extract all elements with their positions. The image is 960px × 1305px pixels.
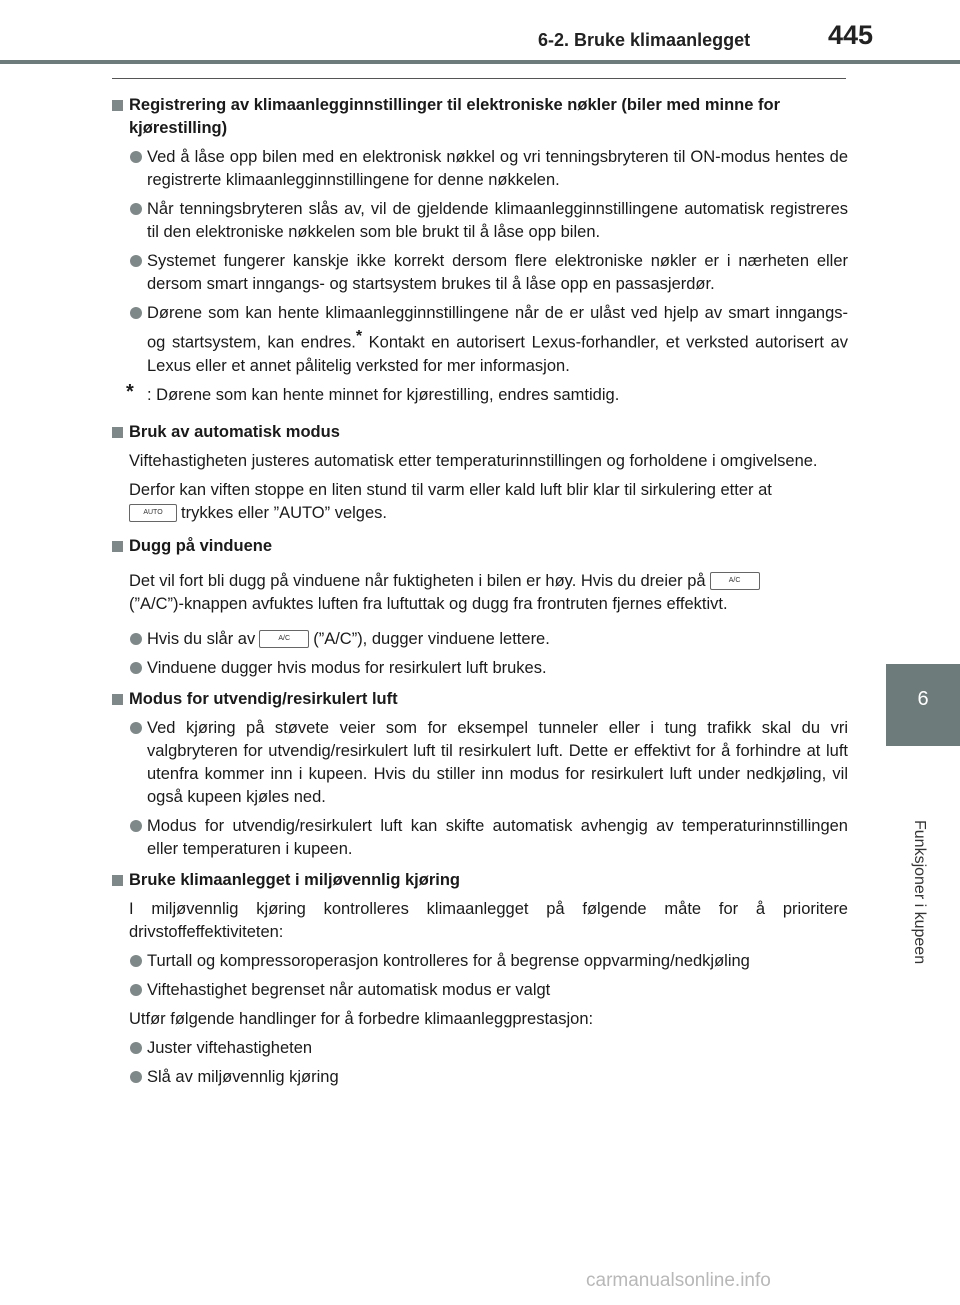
list-item: Når tenningsbryteren slås av, vil de gjeldende klimaanlegginnstillingene automatisk registreres til den elektroniske nøkkelen som ble brukt til å låse opp bilen. xyxy=(112,198,848,244)
list-item: Viftehastighet begrenset når automatisk modus er valgt xyxy=(112,979,848,1002)
page-number: 445 xyxy=(828,20,874,50)
bullet-dot-icon xyxy=(130,722,142,734)
square-bullet-icon xyxy=(112,694,123,705)
paragraph: Utfør følgende handlinger for å forbedre klimaanleggprestasjon: xyxy=(129,1009,594,1028)
list-item: Vinduene dugger hvis modus for resirkulert luft brukes. xyxy=(112,657,848,680)
bullet-dot-icon xyxy=(130,984,142,996)
bullet-dot-icon xyxy=(130,1042,142,1054)
section-heading: Modus for utvendig/resirkulert luft xyxy=(112,688,848,711)
bullet-dot-icon xyxy=(130,633,142,645)
page-header xyxy=(0,0,960,70)
bullet-dot-icon xyxy=(130,203,142,215)
paragraph: I miljøvennlig kjøring kontrolleres klimaanlegget på følgende måte for å prioritere drivstoffeffektiviteten: xyxy=(129,899,848,941)
ac-button-icon: A/C xyxy=(710,572,760,590)
square-bullet-icon xyxy=(112,427,123,438)
watermark: carmanualsonline.info xyxy=(586,1270,771,1291)
page-content xyxy=(112,94,848,1089)
list-item: Ved kjøring på støvete veier som for eksempel tunneler eller i tung trafikk skal du vri valgbryteren for utvendig/resirkulert luft til resirkulert luft. Dette er effektivt for å forhindre at luft utenfra kommer inn i kupeen. Hvis du stiller inn modus for resirkulert luft under nedkjøling, vil også kupeen kjøles ned. xyxy=(112,717,848,809)
list-item: Slå av miljøvennlig kjøring xyxy=(112,1066,848,1089)
list-item: Ved å låse opp bilen med en elektronisk nøkkel og vri tenningsbryteren til ON-modus hentes de registrerte klimaanlegginnstillingene for denne nøkkelen. xyxy=(112,146,848,192)
ac-button-icon: A/C xyxy=(259,630,309,648)
list-item: Systemet fungerer kanskje ikke korrekt dersom flere elektroniske nøkler er i nærheten eller dersom smart inngangs- og startsystem brukes til å låse opp en passasjerdør. xyxy=(112,250,848,296)
section-heading: Bruke klimaanlegget i miljøvennlig kjøring xyxy=(112,869,848,892)
list-item: Dørene som kan hente klimaanlegginnstillingene når de er ulåst ved hjelp av smart inngangs- og startsystem, kan endres.* Kontakt en autorisert Lexus-forhandler, et verksted autorisert av Lexus eller et annet pålitelig verksted for mer informasjon. xyxy=(112,302,848,378)
footnote-reference: * xyxy=(355,328,363,345)
list-item: Hvis du slår av A/C (”A/C”), dugger vinduene lettere. xyxy=(112,628,848,651)
bullet-dot-icon xyxy=(130,820,142,832)
paragraph: Det vil fort bli dugg på vinduene når fuktigheten i bilen er høy. Hvis du dreier på A/C (”A/C”)-knappen avfuktes luften fra luftuttak og dugg fra frontruten fjernes effektivt. xyxy=(112,570,848,616)
bullet-dot-icon xyxy=(130,662,142,674)
bullet-dot-icon xyxy=(130,255,142,267)
bullet-dot-icon xyxy=(130,1071,142,1083)
bullet-dot-icon xyxy=(130,151,142,163)
bullet-dot-icon xyxy=(130,307,142,319)
square-bullet-icon xyxy=(112,875,123,886)
chapter-tab xyxy=(886,664,960,746)
section-title: 6-2. Bruke klimaanlegget xyxy=(538,30,751,50)
divider xyxy=(112,78,846,79)
list-item: Modus for utvendig/resirkulert luft kan skifte automatisk avhengig av temperaturinnstillingen eller temperaturen i kupeen. xyxy=(112,815,848,861)
section-heading: Dugg på vinduene xyxy=(112,535,848,558)
list-item: Juster viftehastigheten xyxy=(112,1037,848,1060)
section-heading: Registrering av klimaanlegginnstillinger til elektroniske nøkler (biler med minne for kjørestilling) xyxy=(112,94,848,140)
section-heading: Bruk av automatisk modus xyxy=(112,421,848,444)
header-rule xyxy=(0,60,960,64)
list-item: Turtall og kompressoroperasjon kontrolleres for å begrense oppvarming/nedkjøling xyxy=(112,950,848,973)
paragraph: Viftehastigheten justeres automatisk etter temperaturinnstillingen og forholdene i omgivelsene. xyxy=(129,451,818,470)
footnote: * : Dørene som kan hente minnet for kjørestilling, endres samtidig. xyxy=(126,380,620,404)
paragraph: Derfor kan viften stoppe en liten stund til varm eller kald luft blir klar til sirkulering etter at AUTO trykkes eller ”AUTO” velges. xyxy=(129,480,772,522)
square-bullet-icon xyxy=(112,100,123,111)
square-bullet-icon xyxy=(112,541,123,552)
auto-button-icon: AUTO xyxy=(129,504,177,522)
bullet-dot-icon xyxy=(130,955,142,967)
chapter-number: 6 xyxy=(917,688,929,710)
chapter-label: Funksjoner i kupeen xyxy=(911,820,928,965)
footnote-star: * xyxy=(126,380,134,403)
